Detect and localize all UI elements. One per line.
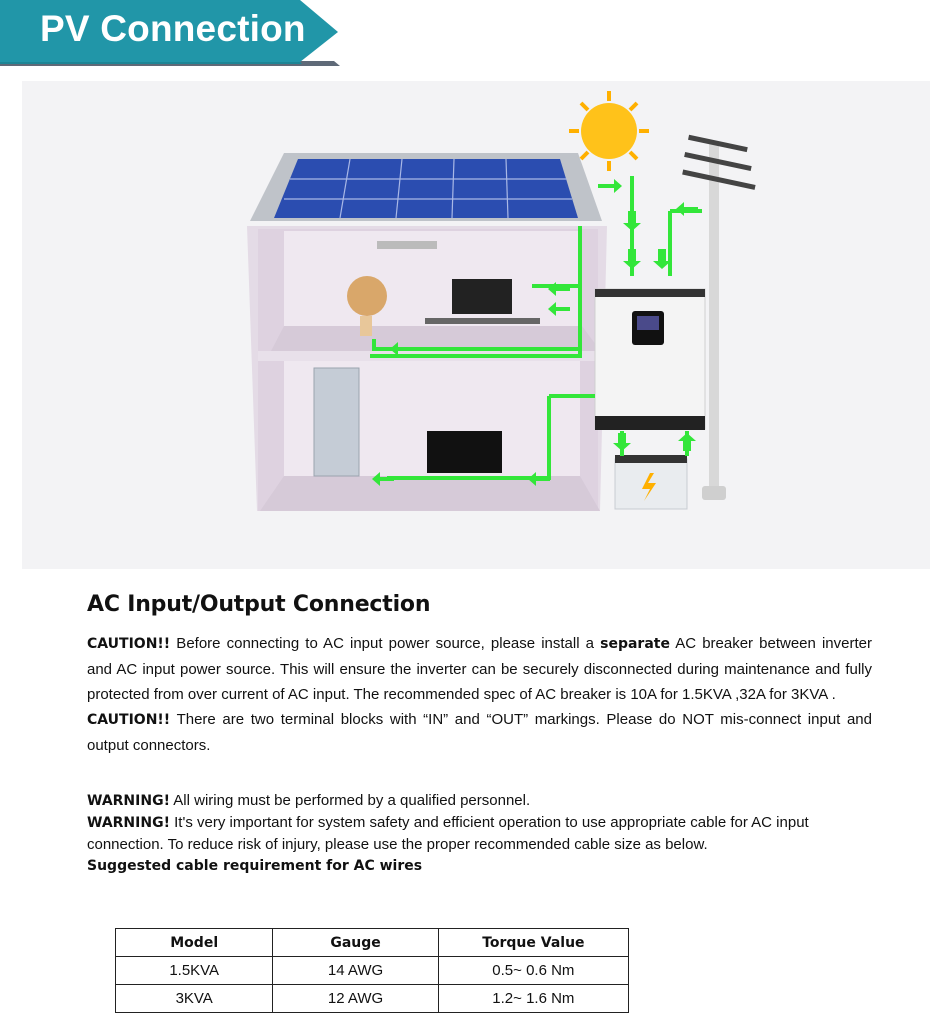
- pv-system-illustration: [22, 81, 930, 569]
- desktop-pc-icon: [452, 279, 512, 314]
- caution-text: There are two terminal blocks with “IN” and “OUT” markings. Please do NOT mis-connect input and output connectors.: [87, 711, 872, 754]
- cell-model: 3KVA: [116, 985, 273, 1013]
- cable-requirement-title: Suggested cable requirement for AC wires: [87, 858, 423, 874]
- caution-emphasis: separate: [600, 636, 670, 652]
- cell-model: 1.5KVA: [116, 957, 273, 985]
- caution-label: CAUTION!!: [87, 636, 171, 652]
- battery-icon: [615, 455, 687, 509]
- caution-label: CAUTION!!: [87, 712, 171, 728]
- sun-icon: [569, 91, 649, 171]
- warning-label: WARNING!: [87, 815, 170, 831]
- warning-paragraph-2: [87, 812, 872, 855]
- solar-panel-icon: [274, 159, 578, 218]
- table-row: [116, 957, 629, 985]
- caution-paragraph-1: [87, 631, 872, 707]
- warning-text: All wiring must be performed by a qualified personnel.: [169, 792, 531, 809]
- warning-text: It's very important for system safety and efficient operation to use appropriate cable for AC input connection. To reduce risk of injury, please use the proper recommended cable size as below.: [87, 814, 809, 853]
- inverter-icon: [595, 289, 705, 430]
- header-model: Model: [116, 929, 273, 957]
- ac-connection-section: [87, 592, 872, 877]
- page-title: PV Connection: [40, 8, 306, 49]
- warning-label: WARNING!: [87, 793, 170, 809]
- header-torque: Torque Value: [438, 929, 628, 957]
- house-diagram: [22, 81, 930, 569]
- cell-gauge: 14 AWG: [273, 957, 438, 985]
- header-gauge: Gauge: [273, 929, 438, 957]
- cell-torque: 0.5~ 0.6 Nm: [438, 957, 628, 985]
- caution-text-a: Before connecting to AC input power source, please install a: [170, 635, 601, 652]
- cable-spec-table: [115, 928, 629, 1013]
- ceiling-lamp-icon: [377, 241, 437, 249]
- section-banner: [0, 0, 950, 66]
- section-heading: AC Input/Output Connection: [87, 592, 431, 617]
- cell-torque: 1.2~ 1.6 Nm: [438, 985, 628, 1013]
- cell-gauge: 12 AWG: [273, 985, 438, 1013]
- table-row: [116, 985, 629, 1013]
- fan-icon: [347, 276, 387, 316]
- caution-paragraph-2: [87, 707, 872, 758]
- refrigerator-icon: [314, 368, 359, 476]
- warning-paragraph-1: [87, 790, 872, 812]
- table-header-row: [116, 929, 629, 957]
- tv-icon: [427, 431, 502, 473]
- caution-text-b: AC breaker between inverter and AC input power source. This will ensure the inverter can be securely disconnected during maintenance and fully protected from over current of AC input. The recommended spec of AC breaker is 10A for 1.5KVA ,32A for 3KVA .: [87, 635, 872, 703]
